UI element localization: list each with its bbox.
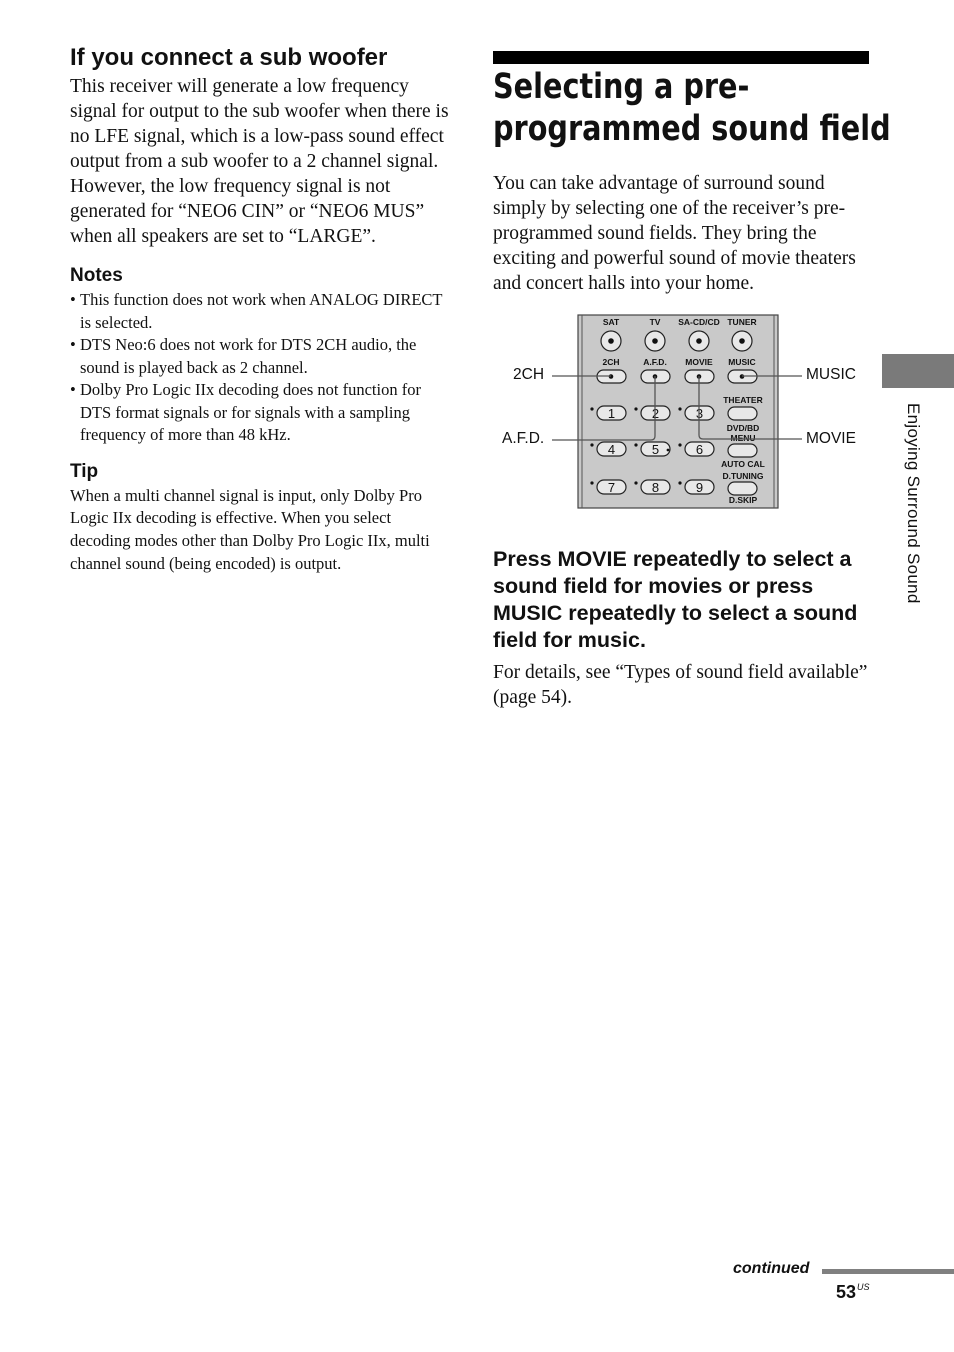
page-number-suffix: US	[857, 1282, 870, 1292]
page-number-value: 53	[836, 1282, 857, 1302]
theater-label: THEATER	[723, 395, 763, 405]
music-label: MUSIC	[728, 357, 756, 367]
step-detail: For details, see “Types of sound field available” (page 54).	[493, 662, 868, 708]
digit-label: 8	[651, 480, 660, 495]
left-column	[70, 42, 450, 575]
note-item: • DTS Neo:6 does not work for DTS 2CH audio, the sound is played back as 2 channel.	[70, 334, 450, 379]
callout-music: MUSIC	[806, 366, 856, 383]
auto-cal-label: AUTO CAL	[721, 459, 765, 469]
digit-label: 1	[607, 406, 616, 421]
step-heading: Press MOVIE repeatedly to select a sound field for movies or press MUSIC repeatedly to select a sound field for music.	[493, 547, 858, 652]
page-title	[493, 66, 891, 150]
dvd-label: DVD/BD	[726, 423, 760, 433]
digit-label: 9	[695, 480, 704, 495]
page-title-line: programmed sound field	[493, 109, 891, 149]
menu-button[interactable]	[728, 444, 757, 457]
continued-rule	[822, 1269, 954, 1274]
tuner-label: TUNER	[727, 317, 757, 327]
theater-button[interactable]	[728, 407, 757, 420]
digit-label: 2	[651, 406, 660, 421]
page-number	[836, 1282, 870, 1303]
intro-paragraph: You can take advantage of surround sound simply by selecting one of the receiver’s pre-programmed sound fields. They bring the exciting and powerful sound of movie theaters and concert halls into your home.	[493, 173, 856, 294]
tv-label: TV	[649, 317, 661, 327]
section-tab	[882, 354, 954, 388]
callout-2ch: 2CH	[513, 366, 545, 383]
note-item: • This function does not work when ANALOG DIRECT is selected.	[70, 289, 450, 334]
d-skip-label: D.SKIP	[728, 495, 758, 505]
digit-label: 4	[607, 442, 616, 457]
sacd-label: SA-CD/CD	[678, 317, 720, 327]
digit-label: 5	[651, 442, 660, 457]
page-title-line: Selecting a pre-	[493, 67, 750, 107]
digit-label: 6	[695, 442, 704, 457]
afd-label: A.F.D.	[643, 357, 667, 367]
continued-label: continued	[733, 1260, 810, 1277]
section-side-label: Enjoying Surround Sound	[904, 403, 923, 604]
remote-illustration	[480, 310, 880, 515]
menu-label: MENU	[730, 433, 756, 443]
section-body: This receiver will generate a low frequency signal for output to the sub woofer when there is no LFE signal, which is a low-pass sound effect output from a sub woofer to a 2 channel signal. However, the low frequency signal is not generated for “NEO6 CIN” or “NEO6 MUS” when all speakers are set to “LARGE”.	[70, 76, 449, 247]
notes-heading: Notes	[70, 265, 123, 286]
tip-heading: Tip	[70, 460, 99, 482]
2ch-label: 2CH	[602, 357, 620, 367]
digit-label: 7	[607, 480, 616, 495]
title-rule	[493, 51, 869, 64]
tip-body: When a multi channel signal is input, only Dolby Pro Logic IIx decoding is effective. When you select decoding modes other than Dolby Pro Logic IIx, multi channel sound (being encoded) is output.	[70, 485, 430, 573]
d-tuning-button[interactable]	[728, 482, 757, 495]
d-tuning-label: D.TUNING	[722, 471, 764, 481]
callout-afd: A.F.D.	[502, 430, 545, 447]
callout-movie: MOVIE	[806, 430, 856, 447]
note-item: • Dolby Pro Logic IIx decoding does not function for DTS format signals or for signals with a sampling frequency of more than 48 kHz.	[70, 379, 450, 447]
movie-label: MOVIE	[685, 357, 713, 367]
notes-list	[70, 289, 450, 447]
digit-label: 3	[695, 406, 704, 421]
sat-label: SAT	[602, 317, 620, 327]
section-heading: If you connect a sub woofer	[70, 44, 388, 71]
